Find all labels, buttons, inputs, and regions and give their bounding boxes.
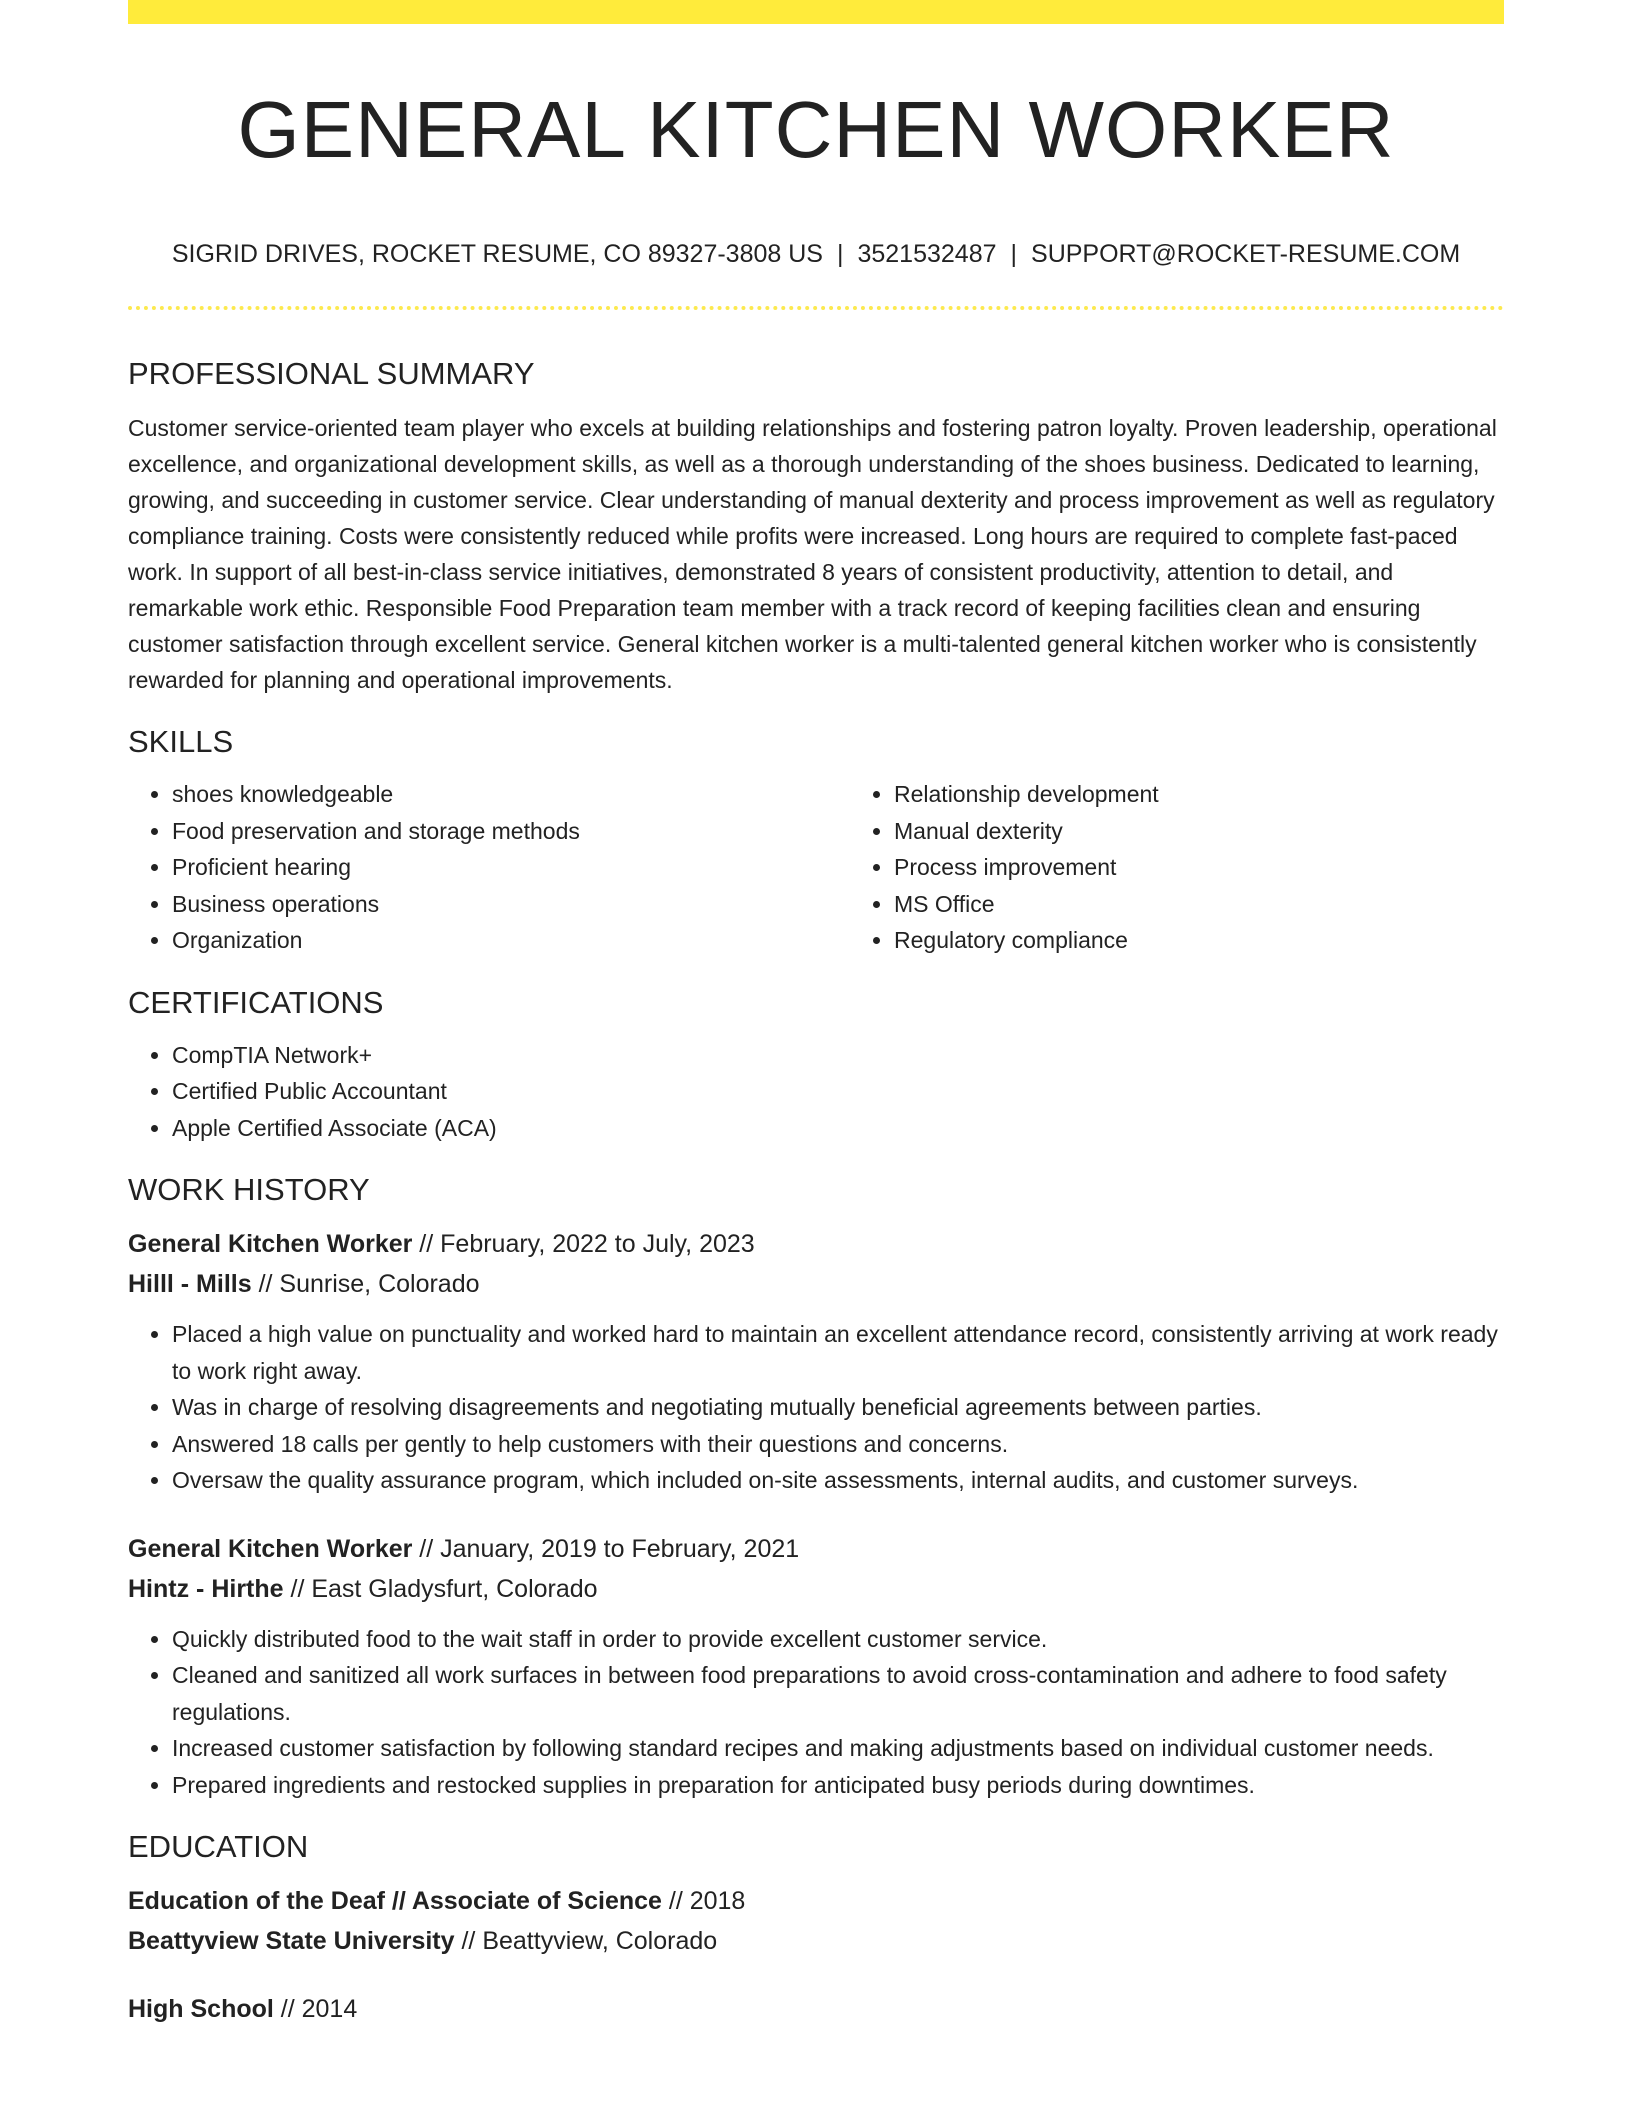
education-location: // Beattyview, Colorado xyxy=(454,1927,718,1955)
skills-list-right xyxy=(850,776,1572,959)
education-school-line xyxy=(128,1921,1504,1961)
job-role: General Kitchen Worker xyxy=(128,1230,413,1258)
skill-item: • MS Office xyxy=(894,886,1572,923)
skills-columns xyxy=(128,776,1504,959)
certification-item: • CompTIA Network+ xyxy=(172,1037,1504,1074)
certifications-list xyxy=(128,1037,1504,1147)
job-company: Hintz - Hirthe xyxy=(128,1574,284,1603)
certifications-section xyxy=(128,981,1504,1147)
job-entry xyxy=(128,1529,1504,1804)
job-location: // East Gladysfurt, Colorado xyxy=(283,1574,598,1603)
skill-item: • Proficient hearing xyxy=(172,849,850,886)
job-bullet: • Placed a high value on punctuality and worked hard to maintain an excellent attendance record, consistently arriving at work ready to work right away. xyxy=(172,1316,1504,1389)
certification-item: • Apple Certified Associate (ACA) xyxy=(172,1110,1504,1147)
job-role: General Kitchen Worker xyxy=(128,1534,413,1563)
education-section xyxy=(128,1825,1504,2029)
job-entry xyxy=(128,1224,1504,1499)
contact-separator: | xyxy=(1010,240,1018,268)
skill-item: • Process improvement xyxy=(894,849,1572,886)
education-entry xyxy=(128,1881,1504,1961)
education-degree: High School xyxy=(128,1995,274,2023)
skill-item: • shoes knowledgeable xyxy=(172,776,850,813)
skill-item: • Food preservation and storage methods xyxy=(172,813,850,850)
section-title-skills: SKILLS xyxy=(128,724,234,759)
job-bullets xyxy=(128,1621,1504,1804)
education-degree-line xyxy=(128,1881,1504,1921)
contact-separator: | xyxy=(836,240,844,268)
dotted-divider xyxy=(128,306,1504,310)
job-bullets xyxy=(128,1316,1504,1499)
job-bullet: • Was in charge of resolving disagreements and negotiating mutually beneficial agreements between parties. xyxy=(172,1389,1504,1426)
job-title-line xyxy=(128,1529,1504,1569)
skill-item: • Business operations xyxy=(172,886,850,923)
contact-email[interactable]: SUPPORT@ROCKET-RESUME.COM xyxy=(1031,240,1461,268)
section-title-work-history: WORK HISTORY xyxy=(128,1172,370,1207)
job-bullet: • Increased customer satisfaction by following standard recipes and making adjustments based on individual customer needs. xyxy=(172,1730,1504,1767)
job-dates: // January, 2019 to February, 2021 xyxy=(412,1534,800,1563)
education-entry xyxy=(128,1989,1504,2029)
skills-list-left xyxy=(128,776,850,959)
job-bullet: • Quickly distributed food to the wait staff in order to provide excellent customer service. xyxy=(172,1621,1504,1658)
certification-item: • Certified Public Accountant xyxy=(172,1073,1504,1110)
job-bullet: • Answered 18 calls per gently to help customers with their questions and concerns. xyxy=(172,1426,1504,1463)
job-title-line xyxy=(128,1224,1504,1264)
job-bullet: • Prepared ingredients and restocked supplies in preparation for anticipated busy periods during downtimes. xyxy=(172,1767,1504,1804)
work-history-section xyxy=(128,1168,1504,1803)
skill-item: • Organization xyxy=(172,922,850,959)
section-title-certifications: CERTIFICATIONS xyxy=(128,984,384,1020)
education-degree-line xyxy=(128,1989,1504,2029)
job-company-line xyxy=(128,1569,1504,1609)
job-dates: // February, 2022 to July, 2023 xyxy=(412,1230,755,1258)
section-title-summary: PROFESSIONAL SUMMARY xyxy=(128,356,535,391)
contact-address: SIGRID DRIVES, ROCKET RESUME, CO 89327-3808 US xyxy=(171,240,823,268)
education-year: // 2018 xyxy=(661,1887,746,1915)
skills-section xyxy=(128,720,1504,959)
job-location: // Sunrise, Colorado xyxy=(251,1270,480,1298)
section-title-education: EDUCATION xyxy=(128,1829,309,1864)
job-company-line xyxy=(128,1264,1504,1304)
skill-item: • Manual dexterity xyxy=(894,813,1572,850)
education-school: Beattyview State University xyxy=(128,1927,455,1955)
resume-name: GENERAL KITCHEN WORKER xyxy=(237,85,1395,174)
skill-item: • Regulatory compliance xyxy=(894,922,1572,959)
education-year: // 2014 xyxy=(273,1995,358,2023)
contact-line xyxy=(128,236,1504,272)
job-bullet: • Oversaw the quality assurance program, which included on-site assessments, internal audits, and customer surveys. xyxy=(172,1462,1504,1499)
accent-top-bar xyxy=(128,0,1504,24)
skill-item: • Relationship development xyxy=(894,776,1572,813)
job-company: Hilll - Mills xyxy=(128,1270,252,1298)
education-degree: Education of the Deaf // Associate of Science xyxy=(128,1887,662,1915)
contact-phone: 3521532487 xyxy=(857,240,997,268)
summary-text: Customer service-oriented team player who excels at building relationships and fostering patron loyalty. Proven leadership, operational excellence, and organizational development skills, as well as a thorough understanding of the shoes business. Dedicated to learning, growing, and succeeding in customer service. Clear understanding of manual dexterity and process improvement as well as regulatory compliance training. Costs were consistently reduced while profits were increased. Long hours are required to complete fast-paced work. In support of all best-in-class service initiatives, demonstrated 8 years of consistent productivity, attention to detail, and remarkable work ethic. Responsible Food Preparation team member with a track record of keeping facilities clean and ensuring customer satisfaction through excellent service. General kitchen worker is a multi-talented general kitchen worker who is consistently rewarded for planning and operational improvements. xyxy=(128,415,1497,693)
job-bullet: • Cleaned and sanitized all work surfaces in between food preparations to avoid cross-contamination and adhere to food safety regulations. xyxy=(172,1657,1504,1730)
resume-body xyxy=(128,352,1504,2029)
summary-section xyxy=(128,352,1504,698)
